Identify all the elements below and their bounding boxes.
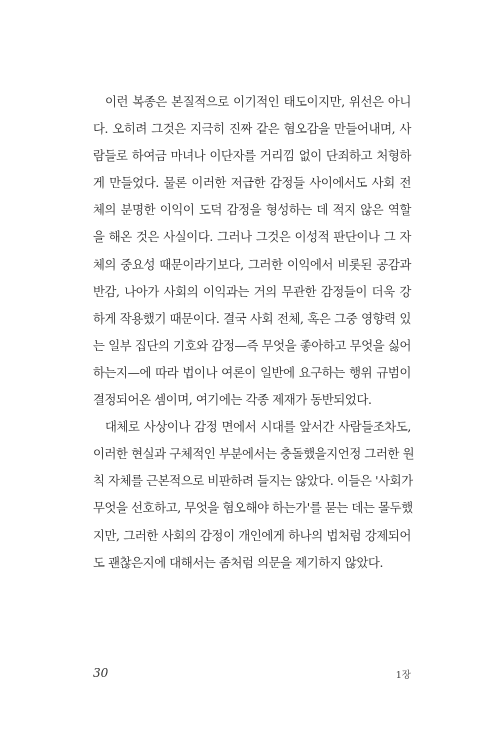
- text-line: 칙 자체를 근본적으로 비판하려 들지는 않았다. 이들은 '사회가: [93, 474, 413, 489]
- text-line: 반감, 나아가 사회의 이익과는 거의 무관한 감정들이 더욱 강: [93, 284, 411, 299]
- text-line: 체의 중요성 때문이라기보다, 그러한 이익에서 비롯된 공감과: [93, 257, 411, 272]
- text-line: 대체로 사상이나 감정 면에서 시대를 앞서간 사람들조차도,: [105, 420, 411, 435]
- body-text: [93, 89, 415, 577]
- text-line: 하게 작용했기 때문이다. 결국 사회 전체, 혹은 그중 영향력 있: [93, 311, 411, 326]
- text-line: 람들로 하여금 마녀나 이단자를 거리낌 없이 단죄하고 처형하: [93, 149, 411, 164]
- text-line: 을 해온 것은 사실이다. 그러나 그것은 이성적 판단이나 그 자: [93, 230, 411, 245]
- chapter-running-head: 1장: [395, 670, 411, 681]
- text-line: 지만, 그러한 사회의 감정이 개인에게 하나의 법처럼 강제되어: [93, 528, 411, 543]
- page-number: 30: [93, 666, 109, 680]
- text-line: 이러한 현실과 구체적인 부분에서는 충돌했을지언정 그러한 원: [93, 447, 415, 462]
- text-line: 다. 오히려 그것은 지극히 진짜 같은 혐오감을 만들어내며, 사: [93, 122, 411, 137]
- paragraph-1: [93, 89, 411, 414]
- text-line: 하는지—에 따라 법이나 여론이 일반에 요구하는 행위 규범이: [93, 365, 411, 380]
- text-line: 도 괜찮은지에 대해서는 좀처럼 의문을 제기하지 않았다.: [93, 555, 384, 570]
- text-line: 무엇을 선호하고, 무엇을 혐오해야 하는가'를 묻는 데는 몰두했: [93, 501, 413, 516]
- text-line: 는 일부 집단의 기호와 감정—즉 무엇을 좋아하고 무엇을 싫어: [93, 338, 411, 353]
- text-line: 게 만들었다. 물론 이러한 저급한 감정들 사이에서도 사회 전: [93, 176, 411, 191]
- text-line: 이런 복종은 본질적으로 이기적인 태도이지만, 위선은 아니: [105, 95, 411, 109]
- page-footer: [93, 666, 411, 682]
- paragraph-2: [93, 414, 415, 577]
- text-line: 결정되어온 셈이며, 여기에는 각종 제재가 동반되었다.: [93, 393, 372, 408]
- text-line: 체의 분명한 이익이 도덕 감정을 형성하는 데 적지 않은 역할: [93, 203, 411, 218]
